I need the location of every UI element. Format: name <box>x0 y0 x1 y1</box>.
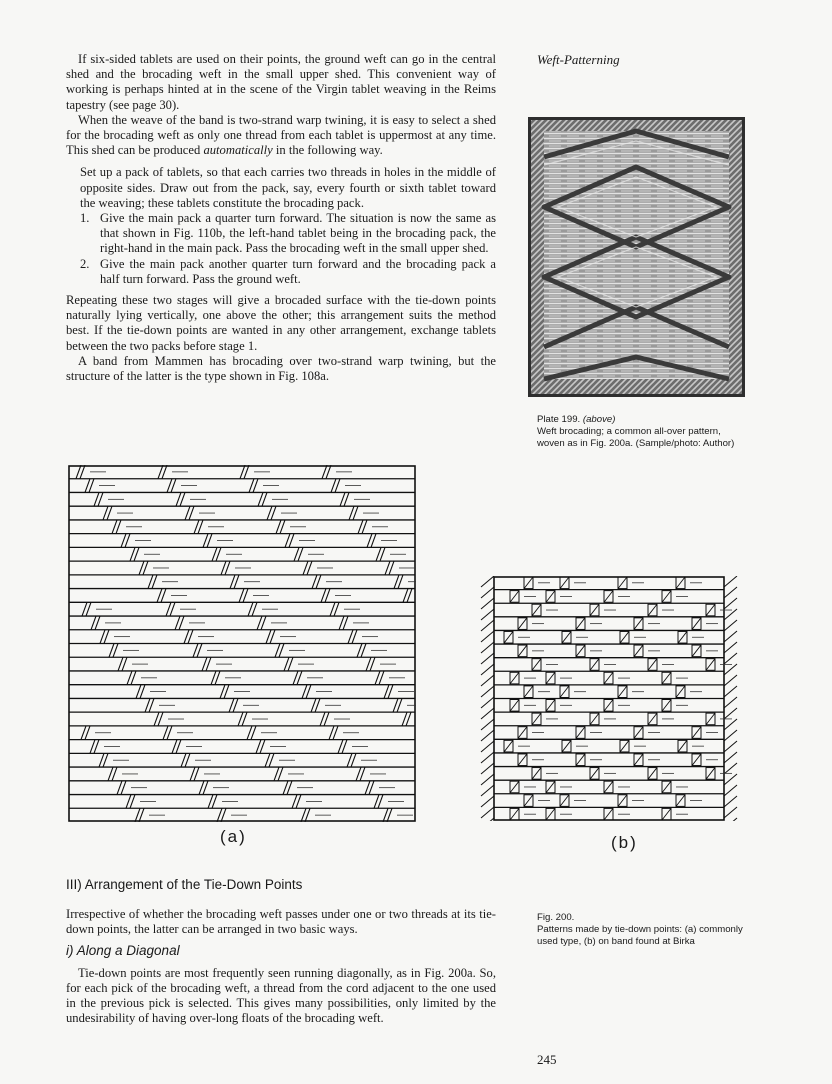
figure-200a-diagram <box>68 465 416 822</box>
figure-b-tie-down-diagonal <box>620 631 629 643</box>
figure-b-tie-down-diagonal <box>692 645 701 657</box>
figure-b-edge-hatch <box>724 807 737 818</box>
figure-b-tie-down-diagonal <box>590 604 599 616</box>
figure-200b-diagram <box>480 576 738 821</box>
figure-b-edge-hatch <box>724 609 737 620</box>
figure-b-tie-down-diagonal <box>604 700 613 712</box>
figure-b-tie-down-diagonal <box>662 700 671 712</box>
plate-position: (above) <box>582 414 616 425</box>
figure-b-tie-down-diagonal <box>648 713 657 725</box>
figure-b-tie-down-diagonal <box>648 768 657 780</box>
instruction-intro: Set up a pack of tablets, so that each carries two threads in holes in the middle of opposite sides. Draw out from the pack, say, every fourth or sixth tablet toward the weaving; these tablets constitute the brocading pack. <box>80 165 496 210</box>
step-item <box>80 211 496 257</box>
figure-b-tie-down-diagonal <box>546 781 555 793</box>
figure-b-tie-down-diagonal <box>560 577 569 589</box>
figure-b-tie-down-diagonal <box>518 727 527 739</box>
figure-b-tie-down-diagonal <box>706 659 715 671</box>
figure-b-tie-down-diagonal <box>532 713 541 725</box>
figure-b-tie-down-diagonal <box>576 645 585 657</box>
figure-b-tie-down-diagonal <box>524 686 533 698</box>
figure-b-edge-hatch <box>724 796 737 807</box>
figure-b-edge-hatch <box>481 807 494 818</box>
figure-b-edge-hatch <box>724 686 737 697</box>
figure-b-tie-down-diagonal <box>604 672 613 684</box>
section-body <box>66 907 496 1026</box>
figure-b-tie-down-diagonal <box>648 604 657 616</box>
figure-b-tie-down-diagonal <box>546 700 555 712</box>
figure-b-edge-hatch <box>481 675 494 686</box>
figure-b-tie-down-diagonal <box>706 768 715 780</box>
figure-b-edge-hatch <box>724 730 737 741</box>
figure-b-tie-down-diagonal <box>518 754 527 766</box>
figure-b-edge-hatch <box>481 785 494 796</box>
figure-label-a: (a) <box>220 827 247 846</box>
figure-b-edge-hatch <box>724 664 737 675</box>
figure-b-tie-down-diagonal <box>676 795 685 807</box>
figure-b-tie-down-diagonal <box>576 754 585 766</box>
figure-b-edge-hatch <box>724 752 737 763</box>
figure-b-edge-hatch <box>481 598 494 609</box>
figure-b-edge-hatch <box>724 653 737 664</box>
figure-b-edge-hatch <box>481 664 494 675</box>
figure-b-tie-down-diagonal <box>510 781 519 793</box>
figure-b-edge-hatch <box>724 741 737 752</box>
figure-b-edge-hatch <box>481 818 494 821</box>
figure-b-tie-down-diagonal <box>504 631 513 643</box>
figure-b-tie-down-diagonal <box>618 577 627 589</box>
figure-b-tie-down-diagonal <box>590 659 599 671</box>
figure-b-tie-down-diagonal <box>576 727 585 739</box>
figure-b-tie-down-diagonal <box>662 672 671 684</box>
figure-b-edge-hatch <box>481 752 494 763</box>
instruction-steps <box>80 211 496 287</box>
subsection-heading: i) Along a Diagonal <box>66 943 180 959</box>
figure-b-tie-down-diagonal <box>706 604 715 616</box>
figure-b-edge-hatch <box>724 642 737 653</box>
figure-b-edge-hatch <box>724 763 737 774</box>
figure-b-tie-down-diagonal <box>590 713 599 725</box>
page-number: 245 <box>537 1052 557 1067</box>
figure-b-tie-down-diagonal <box>510 700 519 712</box>
figure-b-edge-hatch <box>724 598 737 609</box>
figure-b-tie-down-diagonal <box>590 768 599 780</box>
figure-b-edge-hatch <box>481 587 494 598</box>
plate-199-photo <box>528 117 745 397</box>
figure-b-edge-hatch <box>724 697 737 708</box>
figure-b-tie-down-diagonal <box>524 577 533 589</box>
figure-b-tie-down-diagonal <box>706 713 715 725</box>
paragraph-warp-twining-end: in the following way. <box>275 143 383 158</box>
step-number: 2. <box>80 256 90 271</box>
figure-b-tie-down-diagonal <box>678 631 687 643</box>
figure-b-tie-down-diagonal <box>532 604 541 616</box>
figure-b-tie-down-diagonal <box>562 631 571 643</box>
figure-b-tie-down-diagonal <box>618 686 627 698</box>
figure-b-edge-hatch <box>481 774 494 785</box>
figure-b-tie-down-diagonal <box>678 740 687 752</box>
figure-b-tie-down-diagonal <box>662 808 671 820</box>
figure-b-tie-down-diagonal <box>648 659 657 671</box>
figure-b-tie-down-diagonal <box>620 740 629 752</box>
figure-b-tie-down-diagonal <box>504 740 513 752</box>
figure-b-tie-down-diagonal <box>510 808 519 820</box>
figure-200-caption <box>537 912 747 948</box>
figure-b-tie-down-diagonal <box>662 781 671 793</box>
figure-b-edge-hatch <box>481 609 494 620</box>
emphasis-automatically: automatically <box>203 143 273 158</box>
figure-b-tie-down-diagonal <box>692 618 701 630</box>
plate-caption-text: Weft brocading; a common all-over pattern, woven as in Fig. 200a. (Sample/photo: Author) <box>537 426 735 449</box>
figure-b-tie-down-diagonal <box>560 686 569 698</box>
step-text: Give the main pack another quarter turn forward and the brocading pack a half turn forward. Pass the ground weft. <box>100 256 496 286</box>
figure-b-tie-down-diagonal <box>604 781 613 793</box>
figure-b-tie-down-diagonal <box>634 754 643 766</box>
figure-b-edge-hatch <box>481 763 494 774</box>
figure-b-edge-hatch <box>481 642 494 653</box>
figure-b-tie-down-diagonal <box>634 727 643 739</box>
figure-b-edge-hatch <box>481 730 494 741</box>
figure-b-tie-down-diagonal <box>562 740 571 752</box>
figure-b-tie-down-diagonal <box>634 618 643 630</box>
figure-b-tie-down-diagonal <box>524 795 533 807</box>
figure-b-edge-hatch <box>724 708 737 719</box>
subsection-text: Tie-down points are most frequently seen running diagonally, as in Fig. 200a. So, for each pick of the brocading weft, a thread from the cord adjacent to the one used in the previous pick is selected. This gives many possibilities, only limited by the undesirability of having over-long floats of the brocading weft. <box>66 965 496 1026</box>
running-header: Weft-Patterning <box>537 52 620 67</box>
figure-b-tie-down-diagonal <box>676 577 685 589</box>
figure-b-edge-hatch <box>724 631 737 642</box>
figure-b-tie-down-diagonal <box>634 645 643 657</box>
figure-b-edge-hatch <box>481 697 494 708</box>
figure-b-tie-down-diagonal <box>662 591 671 603</box>
figure-caption-text: Patterns made by tie-down points: (a) commonly used type, (b) on band found at Birka <box>537 924 743 947</box>
figure-b-tie-down-diagonal <box>604 591 613 603</box>
figure-b-edge-hatch <box>724 818 737 821</box>
figure-number: Fig. 200. <box>537 912 575 923</box>
figure-b-edge-hatch <box>724 576 737 587</box>
figure-b-edge-hatch <box>724 675 737 686</box>
paragraph-warp-twining-text: When the weave of the band is two-strand warp twining, it is easy to select a shed for the brocading weft as only one thread from each tablet is uppermost at any time. This shed can be produced <box>66 112 496 158</box>
figure-b-edge-hatch <box>481 796 494 807</box>
figure-b-edge-hatch <box>481 686 494 697</box>
figure-b-edge-hatch <box>481 631 494 642</box>
step-item <box>80 257 496 287</box>
paragraph-repeating: Repeating these two stages will give a brocaded surface with the tie-down points naturally lying vertically, one above the other; this arrangement suits the method best. If the tie-down points are wanted in any other arrangement, exchange tablets between the two packs before stage 1. <box>66 293 496 353</box>
figure-b-edge-hatch <box>481 708 494 719</box>
figure-b-edge-hatch <box>724 785 737 796</box>
paragraph-warp-twining <box>66 113 496 159</box>
figure-b-tie-down-diagonal <box>692 727 701 739</box>
step-text: Give the main pack a quarter turn forward. The situation is now the same as that shown in Fig. 110b, the left-hand tablet being in the brocading pack, the right-hand in the main pack. Pass the brocading weft in the small upper shed. <box>100 211 496 256</box>
plate-199-caption <box>537 414 747 450</box>
figure-b-edge-hatch <box>724 587 737 598</box>
plate-number: Plate 199. <box>537 414 581 425</box>
figure-b-edge-hatch <box>724 774 737 785</box>
figure-b-tie-down-diagonal <box>532 768 541 780</box>
figure-b-tie-down-diagonal <box>518 645 527 657</box>
figure-b-tie-down-diagonal <box>532 659 541 671</box>
figure-b-tie-down-diagonal <box>618 795 627 807</box>
figure-b-edge-hatch <box>724 620 737 631</box>
step-number: 1. <box>80 211 90 226</box>
figure-b-edge-hatch <box>481 719 494 730</box>
paragraph-six-sided: If six-sided tablets are used on their points, the ground weft can go in the central shed and the brocading weft in the small upper shed. This convenient way of working is perhaps hinted at in the scene of the Virgin tablet weaving in the Reims tapestry (see page 30). <box>66 52 496 112</box>
figure-b-tie-down-diagonal <box>576 618 585 630</box>
figure-b-tie-down-diagonal <box>510 591 519 603</box>
figure-b-tie-down-diagonal <box>546 591 555 603</box>
figure-b-tie-down-diagonal <box>510 672 519 684</box>
figure-b-edge-hatch <box>481 741 494 752</box>
section-heading: III) Arrangement of the Tie-Down Points <box>66 877 303 892</box>
figure-b-edge-hatch <box>724 719 737 730</box>
paragraph-mammen: A band from Mammen has brocading over two-strand warp twining, but the structure of the latter is the type shown in Fig. 108a. <box>66 353 496 384</box>
figure-b-edge-hatch <box>481 620 494 631</box>
figure-b-tie-down-diagonal <box>676 686 685 698</box>
figure-b-tie-down-diagonal <box>604 808 613 820</box>
figure-b-tie-down-diagonal <box>546 808 555 820</box>
figure-b-tie-down-diagonal <box>518 618 527 630</box>
figure-b-edge-hatch <box>481 653 494 664</box>
figure-b-tie-down-diagonal <box>560 795 569 807</box>
figure-b-tie-down-diagonal <box>546 672 555 684</box>
main-text-column <box>66 52 496 384</box>
figure-label-b: (b) <box>611 833 638 852</box>
figure-b-tie-down-diagonal <box>692 754 701 766</box>
figure-b-edge-hatch <box>481 576 494 587</box>
section-intro: Irrespective of whether the brocading weft passes under one or two threads at its tie-down points, the latter can be arranged in two basic ways. <box>66 907 496 937</box>
